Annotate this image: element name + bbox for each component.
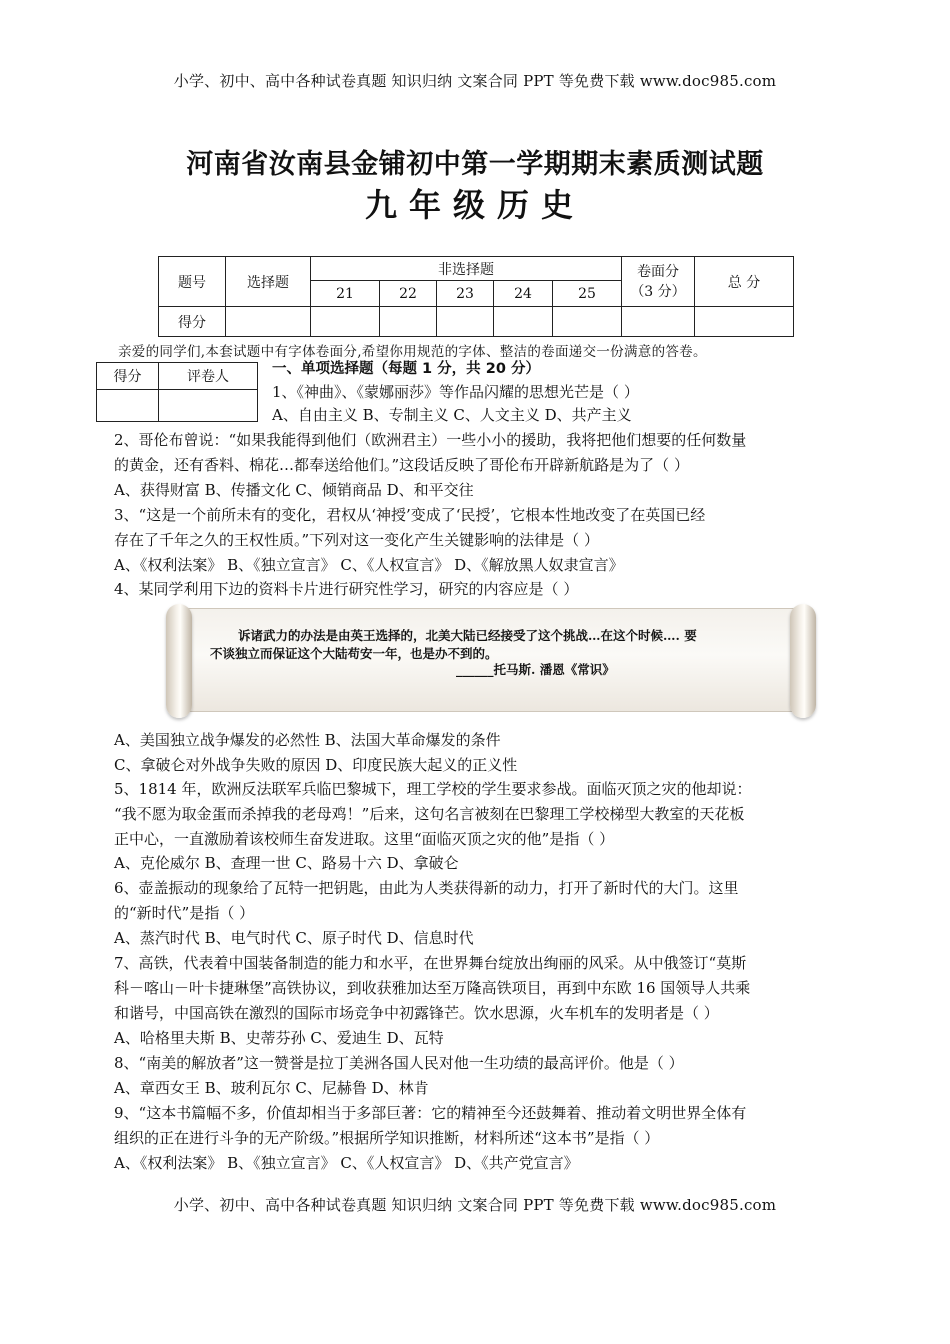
score-cell-25[interactable] [553,307,622,337]
score-table [158,256,794,337]
score-col-paper [622,257,695,307]
score-col-choice: 选择题 [226,257,311,307]
q9-options: A、《权利法案》 B、《独立宣言》 C、《人权宣言》 D、《共产党宣言》 [114,1154,579,1172]
q8-options: A、章西女王 B、玻利瓦尔 C、尼赫鲁 D、林肯 [114,1079,429,1097]
section-heading: 一、单项选择题（每题 1 分，共 20 分） [272,361,540,377]
score-num-23: 23 [437,281,494,307]
q5-line3: 正中心，一直激励着该校师生奋发进取。这里“面临灭顶之灾的他”是指（ ） [114,830,615,848]
score-num-24: 24 [494,281,553,307]
score-cell-total[interactable] [695,307,794,337]
q2-options: A、获得财富 B、传播文化 C、倾销商品 D、和平交往 [114,481,474,499]
q3-line1: 3、“这是一个前所未有的变化，君权从‘神授’变成了‘民授’，它根本性地改变了在英国已经 [114,506,706,524]
scroll-roll-right [790,604,816,718]
q6-line2: 的“新时代”是指（ ） [114,904,255,922]
q3-line2: 存在了千年之久的王权性质。”下列对这一变化产生关键影响的法律是（ ） [114,531,599,549]
grader-name-label: 评卷人 [159,363,258,390]
q9-line1: 9、“这本书篇幅不多，价值却相当于多部巨著：它的精神至今还鼓舞着、推动着文明世界全体有 [114,1104,747,1122]
score-num-22: 22 [380,281,437,307]
q9-line2: 组织的正在进行斗争的无产阶级。”根据所学知识推断，材料所述“这本书”是指（ ） [114,1129,660,1147]
grader-table [96,362,258,422]
quote-scroll [166,604,816,718]
quote-line1: 诉诸武力的办法是由英王选择的，北美大陆已经接受了这个挑战…在这个时候…. 要 [238,628,697,643]
score-cell-21[interactable] [311,307,380,337]
exam-title: 河南省汝南县金铺初中第一学期期末素质测试题 [186,149,764,180]
grader-score-label: 得分 [97,363,159,390]
score-num-21: 21 [311,281,380,307]
score-cell-24[interactable] [494,307,553,337]
score-num-25: 25 [553,281,622,307]
q4-options-line2: C、拿破仑对外战争失败的原因 D、印度民族大起义的正义性 [114,756,518,774]
grader-name-cell[interactable] [159,390,258,422]
q4-options-line1: A、美国独立战争爆发的必然性 B、法国大革命爆发的条件 [114,731,501,749]
exam-subtitle: 九年级历史 [364,186,585,224]
score-cell-choice[interactable] [226,307,311,337]
score-col-nonchoice: 非选择题 [311,257,622,281]
score-cell-paper[interactable] [622,307,695,337]
q8-stem: 8、“南美的解放者”这一赞誉是拉丁美洲各国人民对他一生功绩的最高评价。他是（ ） [114,1054,684,1072]
q7-line3: 和谐号，中国高铁在激烈的国际市场竞争中初露锋芒。饮水思源，火车机车的发明者是（ ） [114,1004,719,1022]
q5-options: A、克伦威尔 B、查理一世 C、路易十六 D、拿破仑 [114,854,459,872]
q4-stem: 4、某同学利用下边的资料卡片进行研究性学习，研究的内容应是（ ） [114,580,579,598]
q1-stem: 1、《神曲》、《蒙娜丽莎》等作品闪耀的思想光芒是（ ） [272,383,639,401]
page-footer: 小学、初中、高中各种试卷真题 知识归纳 文案合同 PPT 等免费下载 www.doc985.com [173,1196,777,1214]
quote-line2: 不谈独立而保证这个大陆苟安一年，也是办不到的。 [210,646,498,661]
q7-line1: 7、高铁，代表着中国装备制造的能力和水平，在世界舞台绽放出绚丽的风采。从中俄签订“莫斯 [114,954,747,972]
q6-options: A、蒸汽时代 B、电气时代 C、原子时代 D、信息时代 [114,929,474,947]
instructions-note: 亲爱的同学们,本套试题中有字体卷面分,希望你用规范的字体、整洁的卷面递交一份满意的答卷。 [118,344,707,360]
q6-line1: 6、壶盖振动的现象给了瓦特一把钥匙，由此为人类获得新的动力，打开了新时代的大门。这里 [114,879,739,897]
q1-options: A、自由主义 B、专制主义 C、人文主义 D、共产主义 [272,406,632,424]
q7-options: A、哈格里夫斯 B、史蒂芬孙 C、爱迪生 D、瓦特 [114,1029,444,1047]
q5-line1: 5、1814 年，欧洲反法联军兵临巴黎城下，理工学校的学生要求参战。面临灭顶之灾的他却说： [114,780,752,798]
page-header: 小学、初中、高中各种试卷真题 知识归纳 文案合同 PPT 等免费下载 www.doc985.com [173,72,777,90]
scroll-roll-left [166,604,192,718]
score-cell-22[interactable] [380,307,437,337]
score-row-label: 得分 [159,307,226,337]
score-col-paper-label: 卷面分 [637,263,679,280]
score-col-num: 题号 [159,257,226,307]
grader-score-cell[interactable] [97,390,159,422]
score-col-total: 总 分 [695,257,794,307]
q7-line2: 科－喀山－叶卡捷琳堡”高铁协议，到收获雅加达至万隆高铁项目，再到中东欧 16 国领导人共乘 [114,979,751,997]
score-col-paper-sub: （3 分） [630,283,686,300]
q5-line2: “我不愿为取金蛋而杀掉我的老母鸡！”后来，这句名言被刻在巴黎理工学校梯型大教室的天花板 [114,805,745,823]
score-cell-23[interactable] [437,307,494,337]
quote-source: ______托马斯. 潘恩《常识》 [456,662,615,677]
q3-options: A、《权利法案》 B、《独立宣言》 C、《人权宣言》 D、《解放黑人奴隶宣言》 [114,556,624,574]
q2-line1: 2、哥伦布曾说：“如果我能得到他们（欧洲君主）一些小小的援助，我将把他们想要的任何数量 [114,431,747,449]
q2-line2: 的黄金，还有香料、棉花…都奉送给他们。”这段话反映了哥伦布开辟新航路是为了（ ） [114,456,689,474]
